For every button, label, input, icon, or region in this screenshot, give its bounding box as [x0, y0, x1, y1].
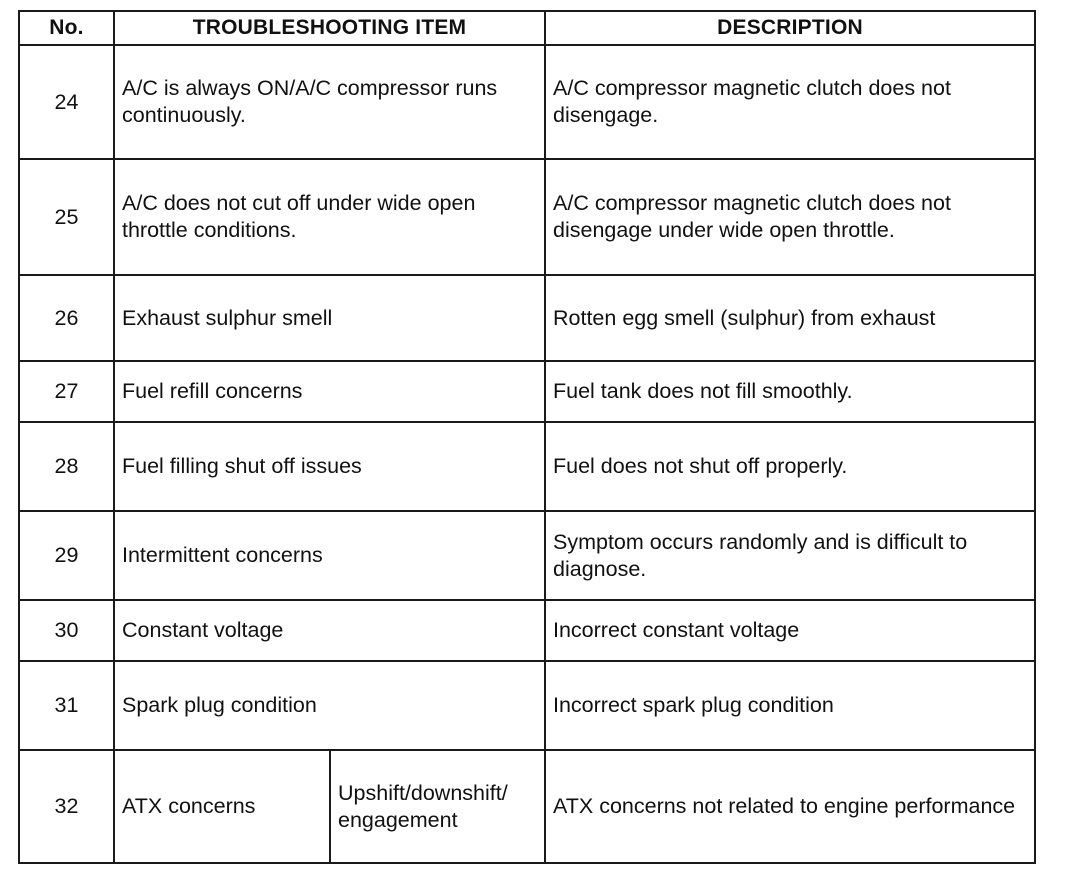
- header-no: No.: [19, 11, 114, 45]
- description: Symptom occurs randomly and is difficult to diagnose.: [545, 511, 1035, 600]
- row-number: 27: [19, 361, 114, 422]
- row-number: 25: [19, 159, 114, 275]
- description: Rotten egg smell (sulphur) from exhaust: [545, 275, 1035, 361]
- row-number: 29: [19, 511, 114, 600]
- troubleshooting-subitem: Upshift/downshift/ engagement: [330, 750, 545, 863]
- table-row: [19, 600, 1035, 661]
- table-row: [19, 361, 1035, 422]
- description: Incorrect spark plug condition: [545, 661, 1035, 750]
- row-number: 24: [19, 45, 114, 159]
- description: Fuel tank does not fill smoothly.: [545, 361, 1035, 422]
- table-row: [19, 750, 1035, 863]
- header-row: [19, 11, 1035, 45]
- troubleshooting-item: A/C is always ON/A/C compressor runs continuously.: [114, 45, 545, 159]
- troubleshooting-item: A/C does not cut off under wide open throttle conditions.: [114, 159, 545, 275]
- troubleshooting-item: Exhaust sulphur smell: [114, 275, 545, 361]
- troubleshooting-item: ATX concerns: [114, 750, 330, 863]
- table-row: [19, 422, 1035, 511]
- header-troubleshooting-item: TROUBLESHOOTING ITEM: [114, 11, 545, 45]
- description: A/C compressor magnetic clutch does not disengage under wide open throttle.: [545, 159, 1035, 275]
- table-row: [19, 275, 1035, 361]
- troubleshooting-item: Intermittent concerns: [114, 511, 545, 600]
- header-description: DESCRIPTION: [545, 11, 1035, 45]
- description: Incorrect constant voltage: [545, 600, 1035, 661]
- description: ATX concerns not related to engine performance: [545, 750, 1035, 863]
- description: A/C compressor magnetic clutch does not disengage.: [545, 45, 1035, 159]
- row-number: 26: [19, 275, 114, 361]
- troubleshooting-item: Spark plug condition: [114, 661, 545, 750]
- row-number: 32: [19, 750, 114, 863]
- description: Fuel does not shut off properly.: [545, 422, 1035, 511]
- row-number: 28: [19, 422, 114, 511]
- table-row: [19, 511, 1035, 600]
- table-row: [19, 661, 1035, 750]
- troubleshooting-item: Constant voltage: [114, 600, 545, 661]
- table-row: [19, 45, 1035, 159]
- troubleshooting-item: Fuel filling shut off issues: [114, 422, 545, 511]
- table-row: [19, 159, 1035, 275]
- troubleshooting-item: Fuel refill concerns: [114, 361, 545, 422]
- row-number: 31: [19, 661, 114, 750]
- troubleshooting-table: [18, 10, 1036, 864]
- row-number: 30: [19, 600, 114, 661]
